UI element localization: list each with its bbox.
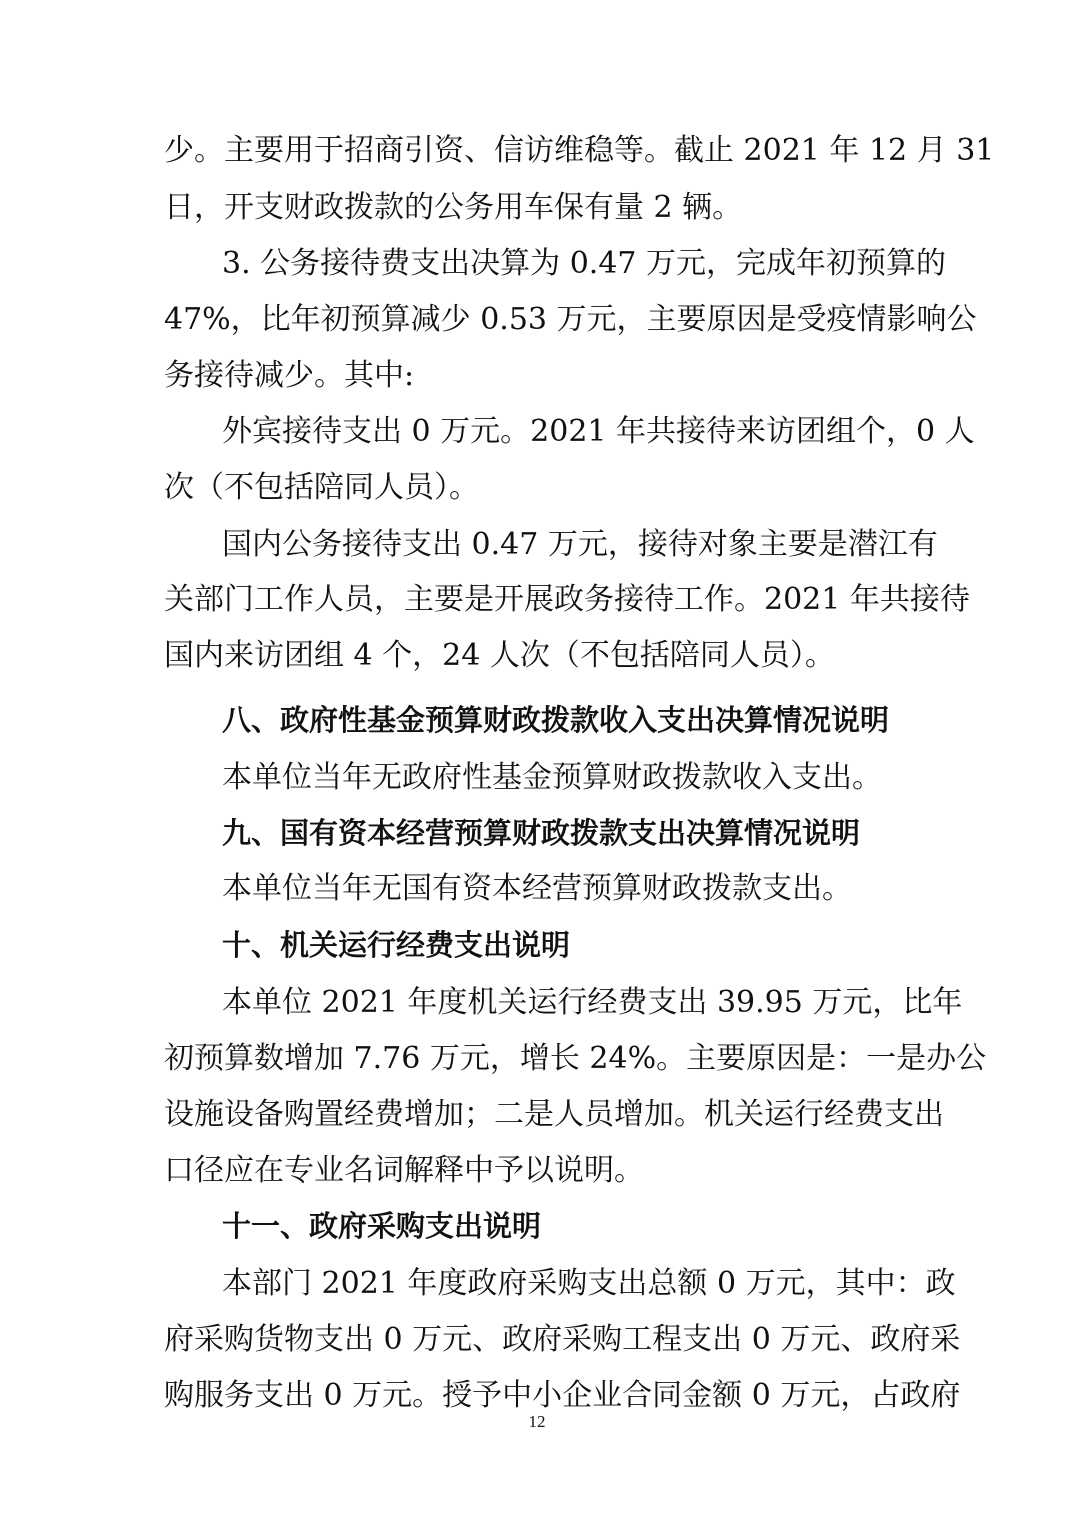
paragraph-line: 府采购货物支出 0 万元、政府采购工程支出 0 万元、政府采 [164,1322,961,1357]
paragraph-line: 购服务支出 0 万元。授予中小企业合同金额 0 万元，占政府 [164,1378,961,1413]
paragraph-line: 国内公务接待支出 0.47 万元，接待对象主要是潜江有 [222,527,938,562]
section-heading-8: 八、政府性基金预算财政拨款收入支出决算情况说明 [222,703,890,737]
section-heading-9: 九、国有资本经营预算财政拨款支出决算情况说明 [222,816,861,850]
paragraph-line: 口径应在专业名词解释中予以说明。 [164,1153,644,1188]
paragraph-line: 少。主要用于招商引资、信访维稳等。截止 2021 年 12 月 31 [164,133,995,168]
paragraph-line: 初预算数增加 7.76 万元，增长 24%。主要原因是：一是办公 [164,1041,987,1076]
page-number: 12 [528,1412,546,1431]
paragraph-line: 关部门工作人员，主要是开展政务接待工作。2021 年共接待 [164,582,970,617]
paragraph-line: 本部门 2021 年度政府采购支出总额 0 万元，其中：政 [222,1266,956,1301]
paragraph-line: 次（不包括陪同人员）。 [164,470,479,505]
paragraph-line: 本单位当年无政府性基金预算财政拨款收入支出。 [222,760,882,795]
paragraph-line: 务接待减少。其中: [164,358,415,393]
paragraph-line: 47%，比年初预算减少 0.53 万元，主要原因是受疫情影响公 [164,302,977,337]
paragraph-line: 日，开支财政拨款的公务用车保有量 2 辆。 [164,190,743,225]
paragraph-line: 本单位当年无国有资本经营预算财政拨款支出。 [222,871,852,906]
section-heading-11: 十一、政府采购支出说明 [222,1209,542,1243]
paragraph-line: 外宾接待支出 0 万元。2021 年共接待来访团组个，0 人 [222,414,975,449]
section-heading-10: 十、机关运行经费支出说明 [222,928,571,962]
paragraph-line: 设施设备购置经费增加；二是人员增加。机关运行经费支出 [164,1097,944,1132]
paragraph-line: 3. 公务接待费支出决算为 0.47 万元，完成年初预算的 [222,246,947,281]
paragraph-line: 本单位 2021 年度机关运行经费支出 39.95 万元，比年 [222,985,963,1020]
paragraph-line: 国内来访团组 4 个，24 人次（不包括陪同人员）。 [164,638,835,673]
